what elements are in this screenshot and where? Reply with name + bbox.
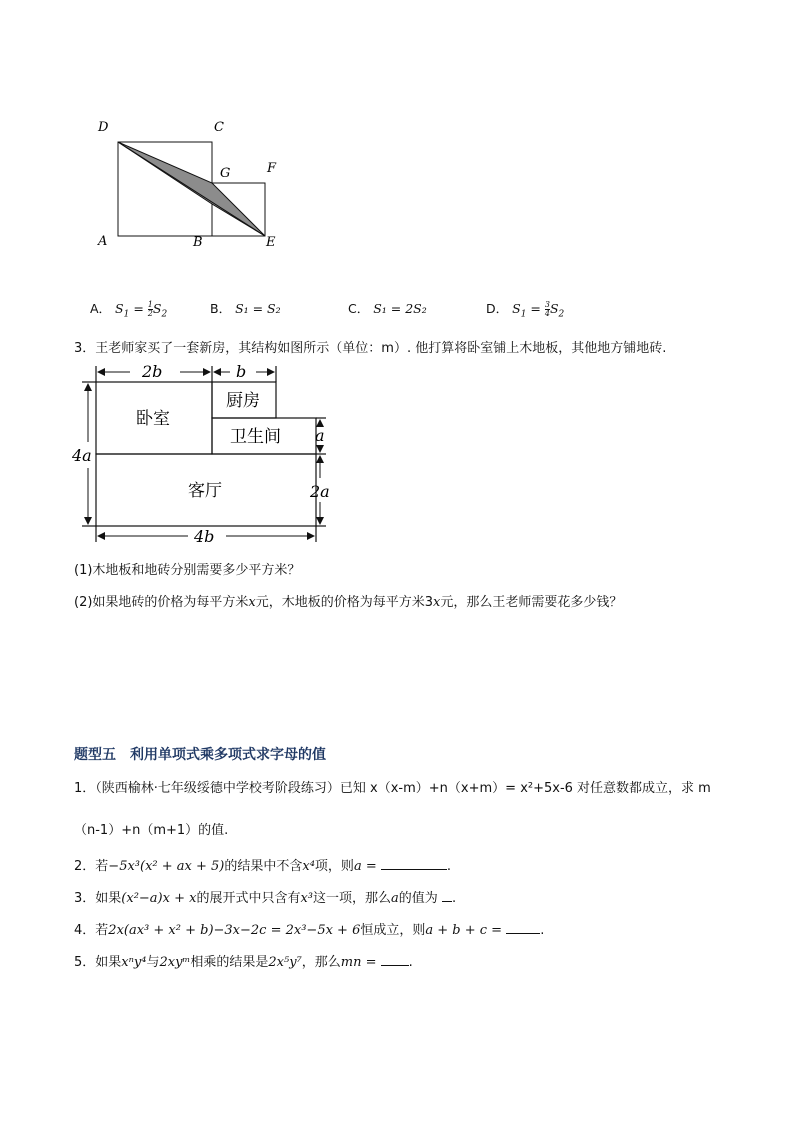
option-b-label: B．	[210, 301, 232, 316]
room-kitchen-label: 厨房	[226, 391, 260, 411]
answer-blank-4[interactable]	[506, 920, 540, 934]
question-3-sub1: (1)木地板和地砖分别需要多少平方米？	[74, 563, 301, 578]
dim-2b: 2b	[142, 362, 163, 381]
option-c[interactable]	[348, 299, 427, 317]
label-a: A	[98, 234, 108, 249]
problem-1-line1: 1．（陕西榆林·七年级绥德中学校考阶段练习）已知 x（x-m）+n（x+m）= x²+5x-6 对任意数都成立，求 m	[74, 781, 711, 796]
dim-4b: 4b	[194, 527, 215, 546]
answer-blank-2[interactable]	[381, 856, 447, 870]
geometry-figure	[90, 115, 290, 255]
option-c-expr: S₁ = 2S₂	[373, 301, 427, 316]
question-3-number: 3．	[74, 341, 96, 356]
question-3-text: 王老师家买了一套新房，其结构如图所示（单位：m）. 他打算将卧室铺上木地板，其他地方铺地砖.	[95, 341, 667, 356]
option-c-label: C．	[348, 301, 370, 316]
room-living-label: 客厅	[188, 481, 222, 501]
dim-4a: 4a	[72, 446, 92, 465]
label-d: D	[98, 120, 109, 135]
problem-3: 3．如果(x²−a)x + x的展开式中只含有x³这一项，那么a的值为 .	[74, 887, 456, 906]
problem-1-line2: （n-1）+n（m+1）的值.	[74, 823, 229, 838]
dim-2a: 2a	[310, 482, 330, 501]
diagonal-de	[118, 142, 265, 236]
option-b-expr: S₁ = S₂	[235, 301, 281, 316]
answer-blank-5[interactable]	[381, 952, 409, 966]
floorplan-figure	[70, 360, 340, 552]
option-d[interactable]	[486, 299, 564, 320]
option-d-label: D．	[486, 301, 509, 316]
label-f: F	[267, 161, 277, 176]
dim-a: a	[315, 426, 325, 445]
option-b[interactable]	[210, 299, 281, 317]
room-bathroom-label: 卫生间	[230, 427, 281, 447]
option-a-label: A．	[90, 301, 112, 316]
question-3-sub2: (2)如果地砖的价格为每平方米x元，木地板的价格为每平方米3x元，那么王老师需要花多少钱？	[74, 595, 623, 610]
label-g: G	[220, 166, 231, 181]
room-bedroom-label: 卧室	[136, 409, 170, 429]
label-e: E	[266, 235, 276, 250]
option-d-expr: $S_1$ = $\frac{3}{4}$ $S_2$	[512, 300, 565, 320]
section-heading: 题型五 利用单项式乘多项式求字母的值	[74, 747, 326, 763]
question-3	[74, 337, 666, 356]
option-a[interactable]	[90, 299, 167, 320]
answer-blank-3[interactable]	[442, 888, 452, 902]
option-a-expr: $S_1$ = $\frac{1}{2}$ $S_2$	[115, 300, 168, 320]
problem-2: 2．若−5x³(x² + ax + 5)的结果中不含x⁴项，则a = .	[74, 855, 451, 874]
dim-b: b	[236, 362, 247, 381]
label-b: B	[193, 235, 203, 250]
problem-5: 5．如果xⁿy⁴与2xyᵐ相乘的结果是2x⁵y⁷，那么mn = .	[74, 951, 413, 970]
problem-4: 4．若2x(ax³ + x² + b)−3x−2c = 2x³−5x + 6恒成立，则a + b + c = .	[74, 919, 544, 938]
label-c: C	[214, 120, 224, 135]
